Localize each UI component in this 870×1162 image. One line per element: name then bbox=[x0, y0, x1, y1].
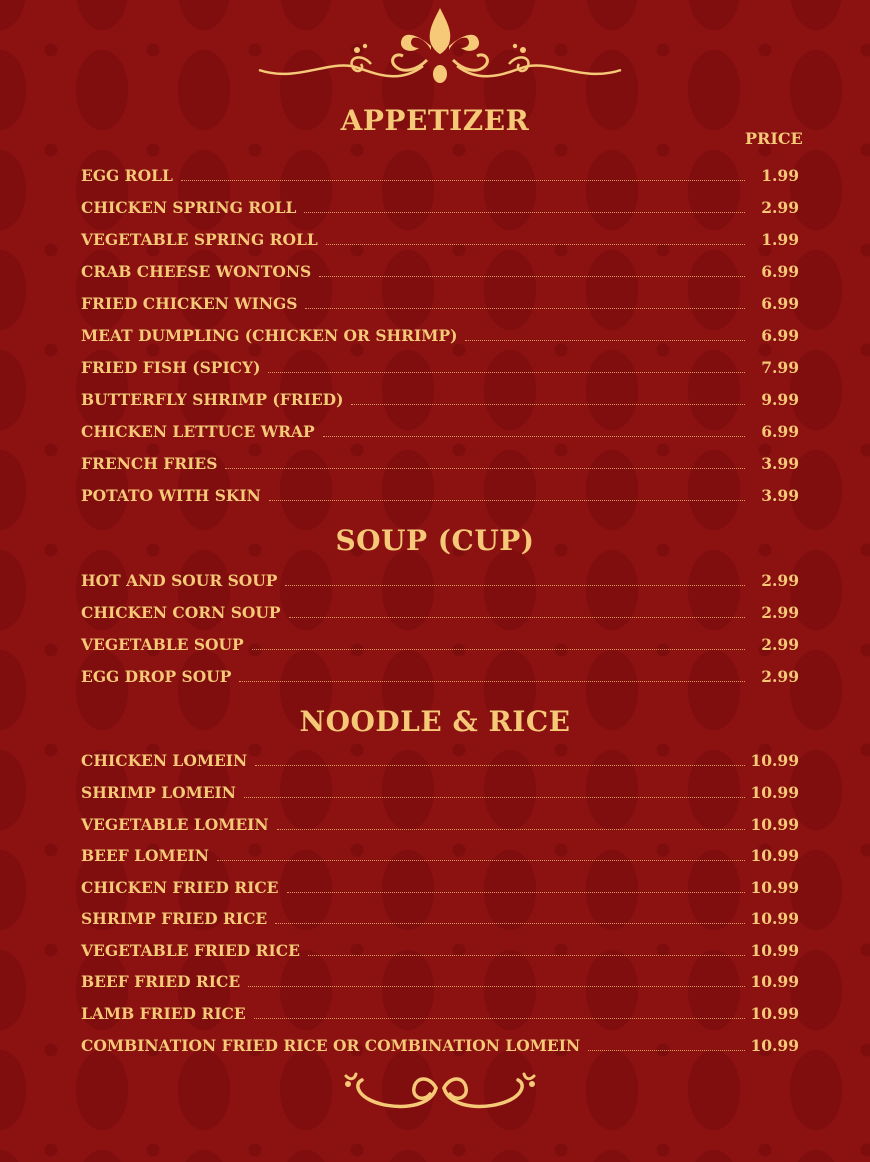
menu-item bbox=[81, 326, 807, 348]
menu-item bbox=[81, 422, 807, 444]
section-title: APPETIZER bbox=[340, 104, 530, 137]
menu-item bbox=[81, 667, 807, 689]
menu-item-price: 10.99 bbox=[750, 783, 799, 802]
dot-leader bbox=[254, 1018, 745, 1019]
menu-item-price: 6.99 bbox=[761, 422, 799, 441]
menu-item-price: 10.99 bbox=[750, 1036, 799, 1055]
dot-leader bbox=[588, 1050, 745, 1051]
menu-item-price: 6.99 bbox=[761, 326, 799, 345]
dot-leader bbox=[217, 860, 745, 861]
menu-item-name: LAMB FRIED RICE bbox=[81, 1004, 246, 1023]
menu-item bbox=[81, 486, 807, 508]
dot-leader bbox=[351, 404, 745, 405]
menu-item-price: 6.99 bbox=[761, 262, 799, 281]
menu-item-name: SHRIMP LOMEIN bbox=[81, 783, 236, 802]
menu-item-name: SHRIMP FRIED RICE bbox=[81, 909, 268, 928]
menu-item bbox=[81, 262, 807, 284]
menu-item bbox=[81, 783, 807, 805]
menu-item bbox=[81, 198, 807, 220]
menu-item-name: CHICKEN LOMEIN bbox=[81, 751, 248, 770]
dot-leader bbox=[239, 681, 745, 682]
dot-leader bbox=[244, 797, 745, 798]
dot-leader bbox=[289, 617, 745, 618]
menu-item-price: 1.99 bbox=[761, 230, 799, 249]
menu-item bbox=[81, 390, 807, 412]
menu-item bbox=[81, 230, 807, 252]
menu-item-name: HOT AND SOUR SOUP bbox=[81, 571, 278, 590]
section-title: SOUP (CUP) bbox=[335, 524, 535, 557]
dot-leader bbox=[275, 923, 745, 924]
menu-item-name: VEGETABLE LOMEIN bbox=[81, 815, 269, 834]
menu-item bbox=[81, 635, 807, 657]
menu-item-price: 10.99 bbox=[750, 815, 799, 834]
menu-item-name: COMBINATION FRIED RICE OR COMBINATION LOMEIN bbox=[81, 1036, 581, 1055]
dot-leader bbox=[304, 212, 745, 213]
menu-item-name: CHICKEN FRIED RICE bbox=[81, 878, 279, 897]
dot-leader bbox=[248, 986, 745, 987]
menu-item-price: 10.99 bbox=[750, 751, 799, 770]
menu-item-price: 7.99 bbox=[761, 358, 799, 377]
menu-item-price: 10.99 bbox=[750, 1004, 799, 1023]
menu-item-price: 10.99 bbox=[750, 846, 799, 865]
menu-item-price: 10.99 bbox=[750, 878, 799, 897]
dot-leader bbox=[465, 340, 745, 341]
menu-item bbox=[81, 454, 807, 476]
menu-item-price: 3.99 bbox=[761, 454, 799, 473]
dot-leader bbox=[285, 585, 745, 586]
fleur-de-lis-scroll-ornament-icon bbox=[255, 4, 625, 88]
menu-item-name: CHICKEN SPRING ROLL bbox=[81, 198, 297, 217]
menu-item bbox=[81, 846, 807, 868]
menu-item-price: 2.99 bbox=[761, 198, 799, 217]
menu-item-name: EGG DROP SOUP bbox=[81, 667, 232, 686]
dot-leader bbox=[255, 765, 745, 766]
menu-item bbox=[81, 1036, 807, 1058]
menu-item bbox=[81, 358, 807, 380]
menu-item-name: CHICKEN LETTUCE WRAP bbox=[81, 422, 315, 441]
menu-item bbox=[81, 878, 807, 900]
menu-item-name: FRIED FISH (SPICY) bbox=[81, 358, 261, 377]
menu-item-name: FRENCH FRIES bbox=[81, 454, 218, 473]
menu-item-name: CRAB CHEESE WONTONS bbox=[81, 262, 312, 281]
menu-item bbox=[81, 941, 807, 963]
menu-item-name: CHICKEN CORN SOUP bbox=[81, 603, 281, 622]
menu-item-price: 2.99 bbox=[761, 571, 799, 590]
dot-leader bbox=[308, 955, 745, 956]
menu-item bbox=[81, 751, 807, 773]
dot-leader bbox=[305, 308, 745, 309]
menu-item-price: 9.99 bbox=[761, 390, 799, 409]
menu-item-name: BUTTERFLY SHRIMP (FRIED) bbox=[81, 390, 344, 409]
menu-item bbox=[81, 294, 807, 316]
menu-item-price: 2.99 bbox=[761, 635, 799, 654]
menu-item bbox=[81, 972, 807, 994]
menu-item bbox=[81, 571, 807, 593]
dot-leader bbox=[277, 829, 745, 830]
dot-leader bbox=[268, 372, 745, 373]
scroll-divider-ornament-icon bbox=[340, 1066, 540, 1116]
dot-leader bbox=[319, 276, 745, 277]
dot-leader bbox=[287, 892, 745, 893]
menu-item bbox=[81, 815, 807, 837]
menu-item-price: 6.99 bbox=[761, 294, 799, 313]
menu-item-name: MEAT DUMPLING (CHICKEN OR SHRIMP) bbox=[81, 326, 458, 345]
price-column-header: PRICE bbox=[745, 129, 803, 148]
menu-item-price: 2.99 bbox=[761, 603, 799, 622]
menu-item bbox=[81, 1004, 807, 1026]
dot-leader bbox=[181, 180, 745, 181]
dot-leader bbox=[323, 436, 745, 437]
menu-item-price: 2.99 bbox=[761, 667, 799, 686]
menu-item bbox=[81, 166, 807, 188]
menu-item-name: FRIED CHICKEN WINGS bbox=[81, 294, 298, 313]
menu-item-name: POTATO WITH SKIN bbox=[81, 486, 261, 505]
menu-item-price: 3.99 bbox=[761, 486, 799, 505]
menu-item bbox=[81, 909, 807, 931]
dot-leader bbox=[252, 649, 745, 650]
menu-item-name: EGG ROLL bbox=[81, 166, 173, 185]
menu-item-name: BEEF FRIED RICE bbox=[81, 972, 241, 991]
menu-item-price: 10.99 bbox=[750, 972, 799, 991]
dot-leader bbox=[225, 468, 745, 469]
menu-item-name: VEGETABLE SPRING ROLL bbox=[81, 230, 318, 249]
menu-item-price: 1.99 bbox=[761, 166, 799, 185]
dot-leader bbox=[269, 500, 745, 501]
section-title: NOODLE & RICE bbox=[299, 705, 571, 738]
menu-item-name: BEEF LOMEIN bbox=[81, 846, 209, 865]
menu-item-name: VEGETABLE FRIED RICE bbox=[81, 941, 300, 960]
menu-item-price: 10.99 bbox=[750, 941, 799, 960]
menu-item bbox=[81, 603, 807, 625]
menu-item-price: 10.99 bbox=[750, 909, 799, 928]
dot-leader bbox=[326, 244, 745, 245]
menu-item-name: VEGETABLE SOUP bbox=[81, 635, 244, 654]
